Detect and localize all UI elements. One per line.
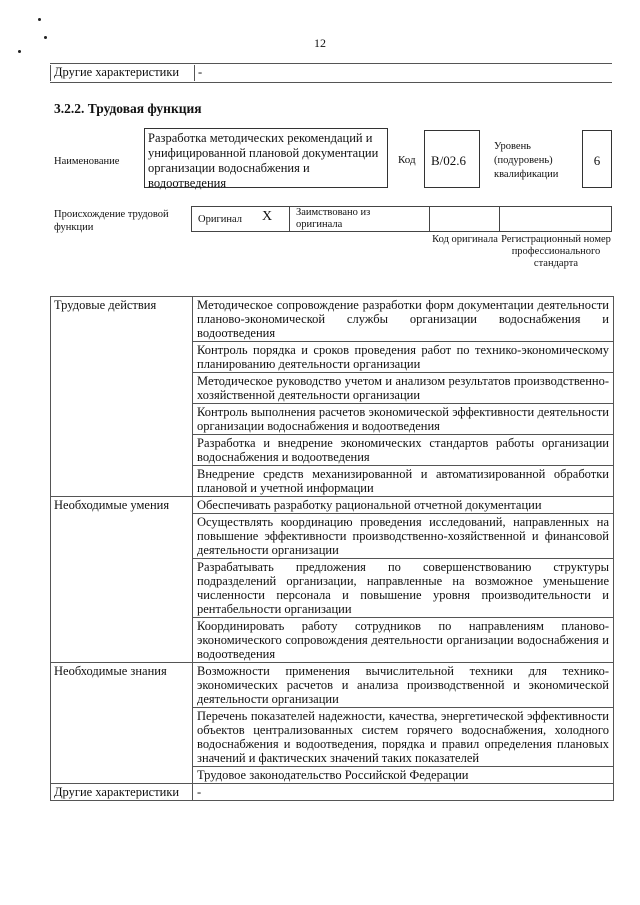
labor-actions-label: Трудовые действия: [51, 297, 193, 497]
skill-item: Координировать работу сотрудников по направлениям планово-экономического сопровождения деятельности организации водоснабжения и водоотведения: [193, 618, 614, 663]
qualification-level-label: [494, 140, 558, 182]
other-characteristics-label: Другие характеристики: [51, 784, 193, 801]
labor-action-item: Методическое руководство учетом и анализом результатов производственно-хозяйственной деятельности организации: [193, 373, 614, 404]
labor-function-table: [50, 296, 614, 801]
labor-action-item: Разработка и внедрение экономических стандартов работы организации водоснабжения и водоотведения: [193, 435, 614, 466]
knowledge-item: Перечень показателей надежности, качества, энергетической эффективности объектов централизованных систем горячего водоснабжения, холодного водоснабжения и водоотведения, порядка и правил определения плановых значений и фактических значений таких показателей: [193, 708, 614, 767]
section-title: 3.2.2. Трудовая функция: [54, 101, 202, 116]
naming-label: Наименование: [54, 156, 120, 167]
other-characteristics-row-top: [50, 63, 612, 83]
origin-code-caption: Код оригинала: [432, 234, 498, 245]
origin-registration-caption: Регистрационный номер профессионального стандарта: [501, 234, 611, 269]
code-label: Код: [398, 154, 416, 166]
labor-action-item: Контроль порядка и сроков проведения работ по технико-экономическому планированию деятельности организации: [193, 342, 614, 373]
knowledge-item: Трудовое законодательство Российской Федерации: [193, 767, 614, 784]
scan-speck: [38, 18, 41, 21]
labor-action-item: Внедрение средств механизированной и автоматизированной обработки плановой и учетной информации: [193, 466, 614, 497]
table-row: [51, 663, 614, 708]
level-label-line: квалификации: [494, 169, 559, 180]
origin-code-cell: [429, 207, 500, 231]
origin-original-mark: X: [262, 209, 273, 224]
table-row: [51, 497, 614, 514]
knowledge-item: Возможности применения вычислительной техники для технико-экономических расчетов и анализа производственной и экономической деятельности организации: [193, 663, 614, 708]
origin-borrowed-label: Заимствовано из оригинала: [296, 207, 371, 230]
labor-action-item: Методическое сопровождение разработки форм документации деятельности планово-экономической службы организации водоснабжения и водоотведения: [193, 297, 614, 342]
table-row: [51, 297, 614, 342]
other-characteristics-label: Другие характеристики: [50, 65, 195, 81]
skill-item: Обеспечивать разработку рациональной отчетной документации: [193, 497, 614, 514]
other-characteristics-value: -: [198, 65, 203, 79]
origin-original-label: Оригинал: [198, 214, 242, 225]
page-number: 12: [314, 36, 326, 50]
qualification-level-value: 6: [582, 130, 612, 188]
knowledge-label: Необходимые знания: [51, 663, 193, 784]
level-label-line: Уровень: [494, 141, 531, 152]
table-row: [51, 784, 614, 801]
skill-item: Разрабатывать предложения по совершенствованию структуры подразделений организации, направленные на возможное уменьшение численности персонала и повышение уровня производительности и рентабельности организации: [193, 559, 614, 618]
level-label-line: (подуровень): [494, 155, 553, 166]
other-characteristics-value: -: [193, 784, 614, 801]
skills-label: Необходимые умения: [51, 497, 193, 663]
skill-item: Осуществлять координацию проведения исследований, направленных на повышение эффективности производственно-хозяйственной и финансовой деятельности организации: [193, 514, 614, 559]
code-value: B/02.6: [424, 130, 480, 188]
naming-value: Разработка методических рекомендаций и унифицированной плановой документации организации водоснабжения и водоотведения: [144, 128, 388, 188]
labor-action-item: Контроль выполнения расчетов экономической эффективности деятельности организации водоснабжения и водоотведения: [193, 404, 614, 435]
origin-label: Происхождение трудовой функции: [54, 209, 169, 233]
